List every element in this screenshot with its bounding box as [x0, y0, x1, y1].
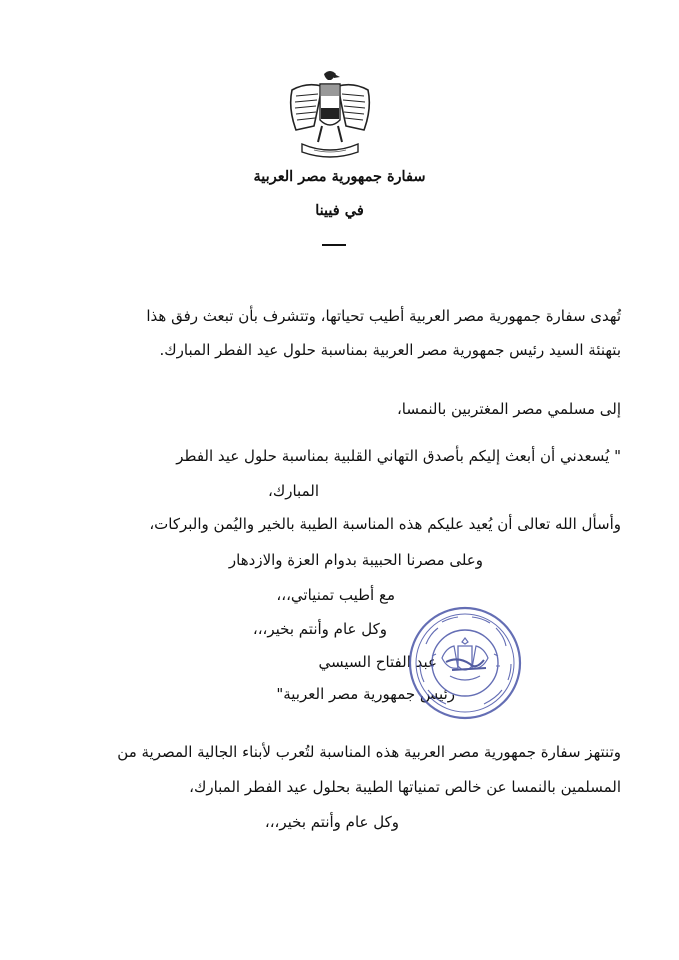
salutation: إلى مسلمي مصر المغتربين بالنمسا،	[396, 400, 621, 418]
eagle-emblem-icon	[284, 68, 376, 164]
message-line: وعلى مصرنا الحبيبة بدوام العزة والازدهار	[228, 551, 483, 569]
signatory-name: عبد الفتاح السيسي	[318, 653, 437, 671]
intro-line: بتهنئة السيد رئيس جمهورية مصر العربية بمناسبة حلول عيد الفطر المبارك.	[159, 341, 621, 359]
message-line: " يُسعدني أن أبعث إليكم بأصدق التهاني القلبية بمناسبة حلول عيد الفطر	[176, 447, 621, 465]
message-line: وكل عام وأنتم بخير،،،	[252, 620, 387, 638]
embassy-city: في فيينا	[315, 202, 364, 219]
embassy-seal-stamp	[406, 604, 524, 722]
closing-line: وكل عام وأنتم بخير،،،	[264, 813, 399, 831]
closing-line: وتنتهز سفارة جمهورية مصر العربية هذه المناسبة لتُعرب لأبناء الجالية المصرية من	[117, 743, 621, 761]
message-line: وأسأل الله تعالى أن يُعيد عليكم هذه المناسبة الطيبة بالخير واليُمن والبركات،	[149, 515, 621, 533]
message-line: المبارك،	[268, 482, 319, 500]
embassy-name: سفارة جمهورية مصر العربية	[253, 168, 426, 185]
message-line: مع أطيب تمنياتي،،،	[276, 586, 395, 604]
signatory-title: رئيس جمهورية مصر العربية"	[276, 685, 455, 703]
closing-line: المسلمين بالنمسا عن خالص تمنياتها الطيبة بحلول عيد الفطر المبارك،	[189, 778, 621, 796]
header-divider	[322, 244, 346, 246]
intro-line: تُهدى سفارة جمهورية مصر العربية أطيب تحياتها، وتتشرف بأن تبعث رفق هذا	[146, 307, 621, 325]
